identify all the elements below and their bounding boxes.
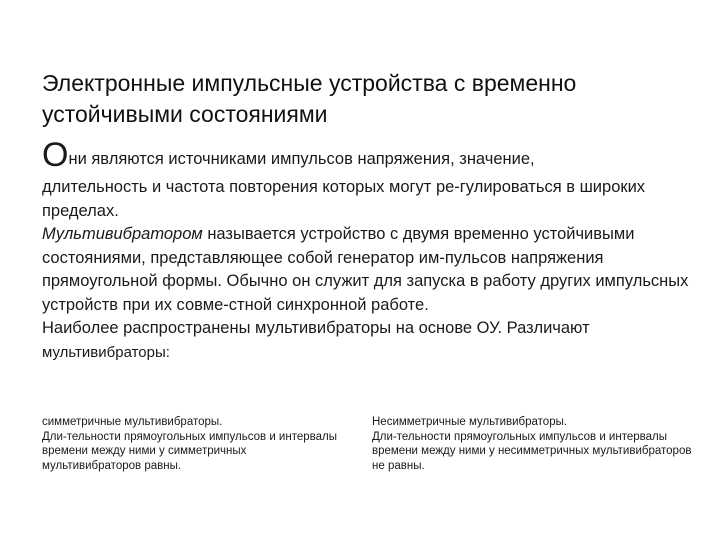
column-symmetric [42,415,342,473]
symmetric-text: Дли-тельности прямоугольных импульсов и интервалы времени между ними у симметричных мультивибраторов равны. [42,430,337,472]
types-intro-tail: мультивибраторы: [42,343,170,361]
slide-body [42,138,692,364]
symmetric-heading: симметричные мультивибраторы. [42,416,223,428]
asymmetric-text: Дли-тельности прямоугольных импульсов и интервалы времени между ними у несимметричных мультивибраторов не равны. [372,430,692,472]
asymmetric-heading: Несимметричные мультивибраторы. [372,416,568,428]
paragraph-first-line [42,138,692,172]
paragraph-continuation: длительность и частота повторения которых могут ре-гулироваться в широких пределах. [42,178,646,220]
types-intro-text: Наиболее распространены мультивибраторы на основе ОУ. Различают [42,319,590,337]
drop-initial: О [42,136,69,174]
paragraph-multivibrator [42,223,692,317]
first-line-text: ни являются источниками импульсов напряжения, значение, [68,150,535,168]
slide-title: Электронные импульсные устройства с временно устойчивыми состояниями [42,70,577,127]
multivibrator-definition: называется устройство с двумя временно устойчивыми состояниями, представляющее собой генератор им-пульсов напряжения прямоугольной формы. Обычно он служит для запуска в работу других импульсных устройств при их совме-стной синхронной работе. [42,225,689,314]
term-multivibrator: Мультивибратором [42,225,203,243]
paragraph-definition [42,138,692,223]
paragraph-types-intro [42,317,692,364]
column-asymmetric [372,415,692,473]
